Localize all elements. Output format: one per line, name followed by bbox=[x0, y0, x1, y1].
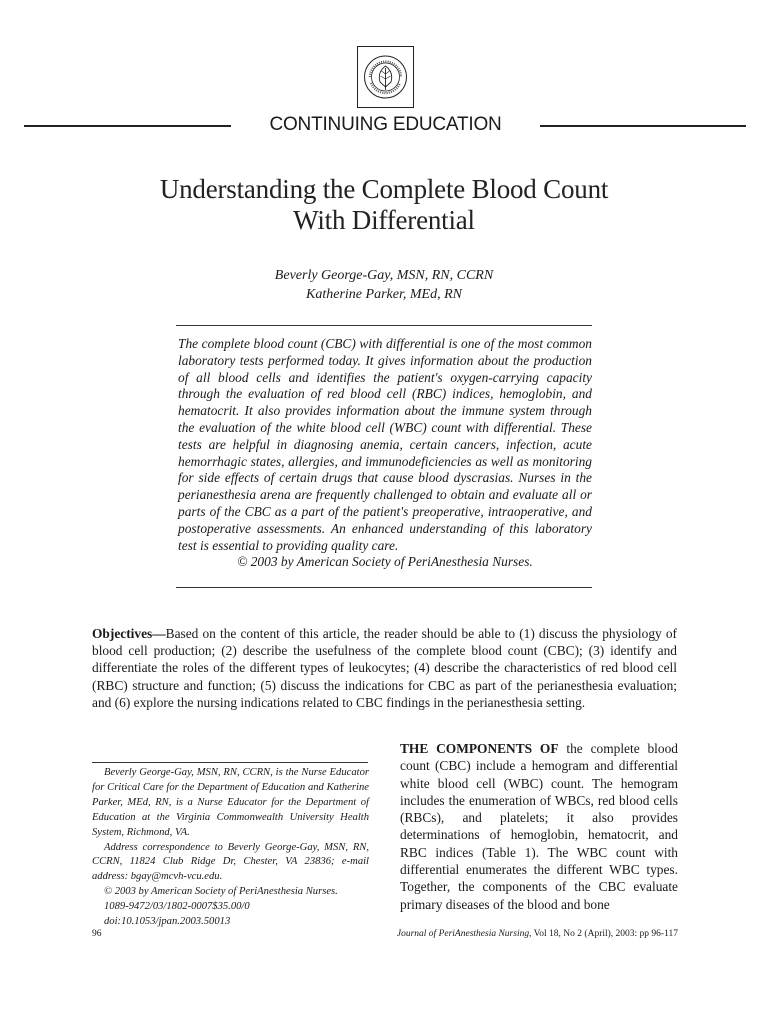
title-line-1: Understanding the Complete Blood Count bbox=[159, 174, 609, 204]
header-rule-left bbox=[24, 125, 231, 127]
body-lead-in: THE COMPONENTS OF bbox=[400, 741, 559, 756]
section-label: CONTINUING EDUCATION bbox=[269, 114, 502, 135]
objectives-paragraph bbox=[92, 625, 677, 711]
author-footnote bbox=[92, 766, 369, 930]
body-paragraph: the complete blood count (CBC) include a hemogram and differential white blood cell (WBC) count. The hemogram includes the enumeration of WBCs, red blood cells (RBCs), and platelets; it also provides determinations of hemoglobin, hematocrit, and RBC indices (Table 1). The WBC count with differential enumerates the different WBC types. Together, the components of the CBC evaluate primary diseases of the blood and bone bbox=[400, 741, 678, 912]
objectives-text: Based on the content of this article, the reader should be able to (1) discuss the physiology of blood cell production; (2) describe the usefulness of the complete blood count (CBC); (3) identify and differentiate the roles of the different types of leukocytes; (4) describe the characteristics of red blood cell (RBC) structure and function; (5) discuss the indications for CBC as part of the perianesthesia evaluation; and (6) explore the nursing indications related to CBC findings in the perianesthesia setting. bbox=[92, 626, 677, 710]
abstract-copyright: © 2003 by American Society of PeriAnesthesia Nurses. bbox=[237, 554, 533, 570]
citation-details: , Vol 18, No 2 (April), 2003: pp 96-117 bbox=[529, 929, 678, 939]
footnote-affiliation: Beverly George-Gay, MSN, RN, CCRN, is the Nurse Educator for Critical Care for the Department of Education and Katherine Parker, MEd, RN, is a Nurse Educator for the Department of Education at the Virginia Commonwealth University Health System, Richmond, VA. bbox=[92, 767, 369, 838]
footnote-rule bbox=[92, 762, 368, 763]
author-2: Katherine Parker, MEd, RN bbox=[306, 287, 462, 302]
abstract bbox=[178, 336, 592, 571]
journal-citation bbox=[300, 929, 678, 939]
footnote-doi: doi:10.1053/jpan.2003.50013 bbox=[104, 916, 231, 928]
abstract-top-rule bbox=[176, 325, 592, 326]
footnote-copyright: © 2003 by American Society of PeriAnesthesia Nurses. bbox=[104, 886, 338, 898]
abstract-text: The complete blood count (CBC) with differential is one of the most common laboratory tests performed today. It gives information about the production of all blood cells and identifies the patient's oxygen-carrying capacity through the evaluation of red blood cell (RBC) indices, hemoglobin, and hematocrit. It also provides information about the immune system through the evaluation of the white blood cell (WBC) count with differential. These tests are helpful in diagnosing anemia, certain cancers, infection, acute hemorrhagic states, allergies, and immunodeficiencies as well as monitoring for side effects of certain drugs that cause blood dyscrasias. Nurses in the perianesthesia arena are frequently challenged to obtain and evaluate all or parts of the CBC as a part of the patient's preoperative, intraoperative, and postoperative assessments. An enhanced understanding of this laboratory test is essential to providing quality care. bbox=[178, 336, 592, 553]
leaf-seal-icon bbox=[358, 47, 413, 107]
objectives-label: Objectives— bbox=[92, 626, 166, 641]
footnote-issn: 1089-9472/03/1802-0007$35.00/0 bbox=[104, 901, 250, 913]
title-line-2: With Differential bbox=[293, 205, 475, 235]
author-1: Beverly George-Gay, MSN, RN, CCRN bbox=[274, 268, 494, 283]
body-text-column bbox=[400, 740, 678, 913]
article-title bbox=[60, 174, 708, 236]
society-logo bbox=[357, 46, 414, 108]
author-list bbox=[100, 266, 668, 304]
page-number: 96 bbox=[92, 929, 102, 939]
abstract-bottom-rule bbox=[176, 587, 592, 588]
journal-name: Journal of PeriAnesthesia Nursing bbox=[396, 929, 530, 939]
header-rule-right bbox=[540, 125, 746, 127]
footnote-correspondence: Address correspondence to Beverly George-Gay, MSN, RN, CCRN, 11824 Club Ridge Dr, Chester, VA 23836; e-mail address: bgay@mcvh-vcu.edu. bbox=[92, 841, 369, 883]
